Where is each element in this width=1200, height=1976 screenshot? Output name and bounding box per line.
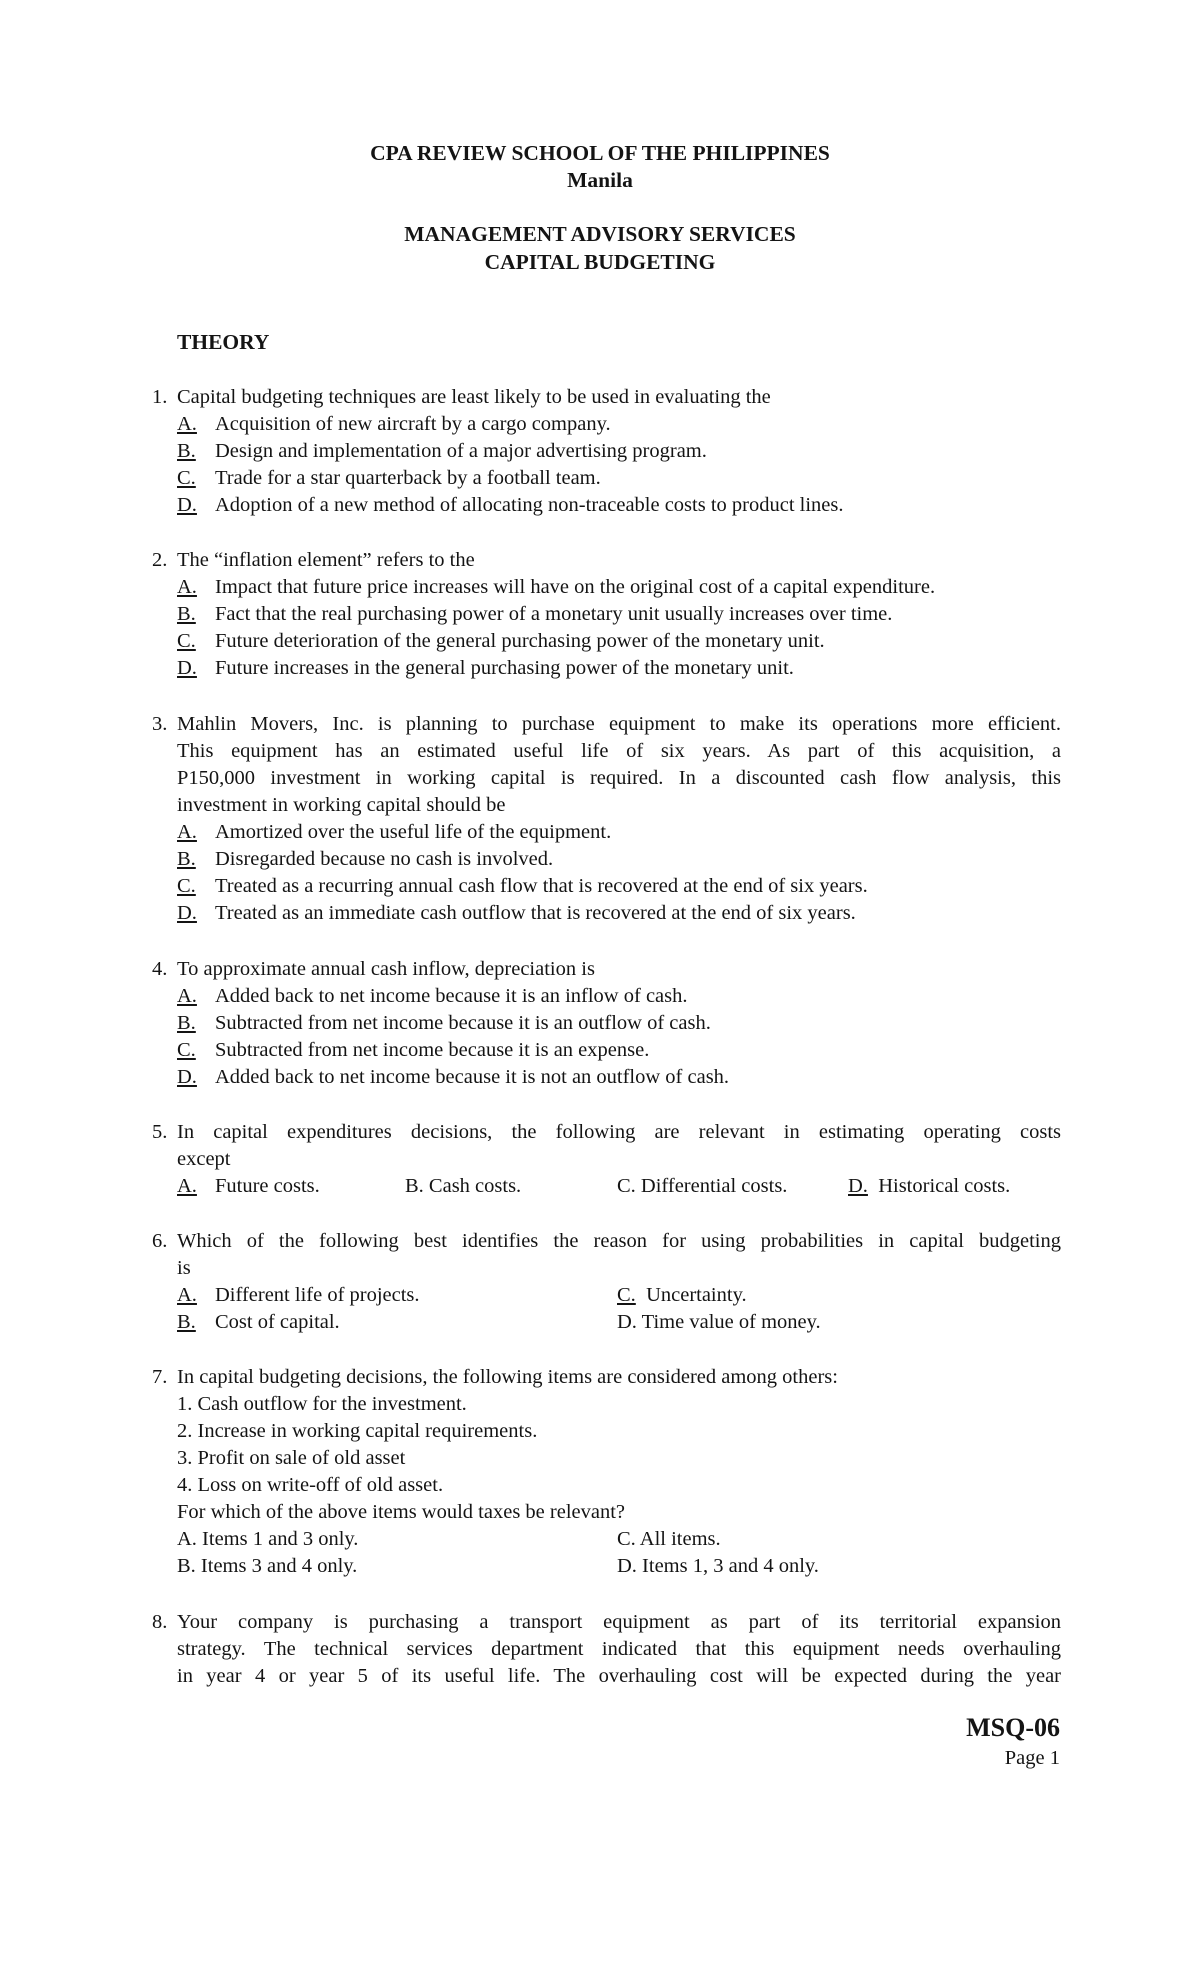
choice-a: A. Items 1 and 3 only. xyxy=(177,1528,359,1550)
choice-b: B. Items 3 and 4 only. xyxy=(177,1555,358,1577)
choice-letter: A. xyxy=(177,1175,197,1197)
choice-b xyxy=(177,1011,711,1035)
choice-text: Different life of projects. xyxy=(215,1284,420,1306)
choice-text: Future increases in the general purchasing power of the monetary unit. xyxy=(215,657,794,679)
choice-a xyxy=(177,1283,420,1307)
choice-letter: C. xyxy=(177,875,196,897)
choice-d xyxy=(848,1174,1010,1198)
choice-letter: B. xyxy=(177,440,196,462)
question-text: To approximate annual cash inflow, depreciation is xyxy=(177,958,595,980)
question-text: Capital budgeting techniques are least likely to be used in evaluating the xyxy=(177,386,771,408)
choice-text: Subtracted from net income because it is an expense. xyxy=(215,1039,650,1061)
choice-d xyxy=(177,1065,729,1089)
choice-text: Treated as a recurring annual cash flow that is recovered at the end of six years. xyxy=(215,875,868,897)
choice-b xyxy=(177,439,707,463)
choice-letter: D. xyxy=(177,902,197,924)
choice-letter: B. xyxy=(177,1012,196,1034)
choice-b xyxy=(177,602,892,626)
choice-a xyxy=(177,575,935,599)
list-item: 4. Loss on write-off of old asset. xyxy=(177,1474,444,1496)
choice-letter: B. xyxy=(177,1311,196,1333)
choice-letter: A. xyxy=(177,985,197,1007)
question-number: 1. xyxy=(152,386,168,408)
question-number: 2. xyxy=(152,549,168,571)
choice-d xyxy=(177,493,844,517)
school-city: Manila xyxy=(567,168,633,192)
choice-c: C. Differential costs. xyxy=(617,1175,788,1197)
choice-c xyxy=(177,874,868,898)
question-prompt: For which of the above items would taxes be relevant? xyxy=(177,1501,626,1523)
choice-text: Added back to net income because it is not an outflow of cash. xyxy=(215,1066,730,1088)
choice-text: Design and implementation of a major advertising program. xyxy=(215,440,707,462)
choice-d xyxy=(177,656,794,680)
choice-c: C. All items. xyxy=(617,1528,721,1550)
choice-letter: C. xyxy=(177,1039,196,1061)
choice-text: Fact that the real purchasing power of a monetary unit usually increases over time. xyxy=(215,603,893,625)
choice-letter: A. xyxy=(177,821,197,843)
choice-d: D. Time value of money. xyxy=(617,1311,821,1333)
question-text-line: investment in working capital should be xyxy=(177,794,506,816)
choice-text: Future costs. xyxy=(215,1175,320,1197)
section-heading: THEORY xyxy=(177,330,270,354)
question-number: 4. xyxy=(152,958,168,980)
choice-letter: C. xyxy=(177,630,196,652)
question-text-line: This equipment has an estimated useful life of six years. As part of this acquisition, a xyxy=(177,740,1061,762)
choice-text: Historical costs. xyxy=(878,1175,1011,1197)
choice-letter: A. xyxy=(177,1284,197,1306)
choice-a xyxy=(177,1174,320,1198)
question-number: 6. xyxy=(152,1230,168,1252)
list-item: 3. Profit on sale of old asset xyxy=(177,1447,406,1469)
document-code: MSQ-06 xyxy=(966,1713,1060,1742)
choice-d: D. Items 1, 3 and 4 only. xyxy=(617,1555,819,1577)
choice-text: Cost of capital. xyxy=(215,1311,340,1333)
choice-letter: C. xyxy=(617,1284,636,1306)
question-number: 5. xyxy=(152,1121,168,1143)
question-number: 3. xyxy=(152,713,168,735)
school-name: CPA REVIEW SCHOOL OF THE PHILIPPINES xyxy=(370,141,830,165)
choice-a xyxy=(177,412,611,436)
choice-a xyxy=(177,984,688,1008)
choice-text: Future deterioration of the general purchasing power of the monetary unit. xyxy=(215,630,825,652)
question-number: 7. xyxy=(152,1366,168,1388)
question-number: 8. xyxy=(152,1611,168,1633)
choice-text: Trade for a star quarterback by a football team. xyxy=(215,467,601,489)
choice-c xyxy=(177,629,825,653)
choice-c xyxy=(177,1038,649,1062)
choice-letter: D. xyxy=(177,494,197,516)
choice-text: Acquisition of new aircraft by a cargo company. xyxy=(215,413,611,435)
choice-d xyxy=(177,901,856,925)
choice-text: Uncertainty. xyxy=(646,1284,747,1306)
list-item: 1. Cash outflow for the investment. xyxy=(177,1393,467,1415)
choice-b xyxy=(177,847,553,871)
question-text-line: Your company is purchasing a transport equipment as part of its territorial expansion xyxy=(177,1611,1061,1633)
choice-text: Adoption of a new method of allocating non-traceable costs to product lines. xyxy=(215,494,844,516)
choice-letter: B. xyxy=(177,848,196,870)
question-text-line: in year 4 or year 5 of its useful life. The overhauling cost will be expected during the year xyxy=(177,1665,1061,1687)
choice-letter: D. xyxy=(177,657,197,679)
choice-text: Added back to net income because it is an inflow of cash. xyxy=(215,985,688,1007)
choice-letter: C. xyxy=(177,467,196,489)
choice-a xyxy=(177,820,611,844)
choice-b xyxy=(177,1310,340,1334)
choice-text: Subtracted from net income because it is an outflow of cash. xyxy=(215,1012,711,1034)
choice-letter: A. xyxy=(177,413,197,435)
choice-c xyxy=(177,466,601,490)
question-text-line: Mahlin Movers, Inc. is planning to purchase equipment to make its operations more efficient. xyxy=(177,713,1061,735)
question-text-line: In capital expenditures decisions, the following are relevant in estimating operating costs xyxy=(177,1121,1061,1143)
choice-letter: D. xyxy=(848,1175,868,1197)
question-text-line: strategy. The technical services department indicated that this equipment needs overhauling xyxy=(177,1638,1061,1660)
choice-letter: B. xyxy=(177,603,196,625)
page-number: Page 1 xyxy=(1004,1747,1060,1769)
choice-letter: A. xyxy=(177,576,197,598)
topic-title: CAPITAL BUDGETING xyxy=(484,250,716,274)
choice-text: Treated as an immediate cash outflow that is recovered at the end of six years. xyxy=(215,902,856,924)
choice-b: B. Cash costs. xyxy=(405,1175,522,1197)
question-text-line: P150,000 investment in working capital is required. In a discounted cash flow analysis, this xyxy=(177,767,1061,789)
question-text: In capital budgeting decisions, the following items are considered among others: xyxy=(177,1366,838,1388)
choice-text: Disregarded because no cash is involved. xyxy=(215,848,554,870)
choice-letter: D. xyxy=(177,1066,197,1088)
choice-text: Amortized over the useful life of the equipment. xyxy=(215,821,612,843)
question-text-line: is xyxy=(177,1257,191,1279)
question-text-line: Which of the following best identifies the reason for using probabilities in capital budgeting xyxy=(177,1230,1061,1252)
list-item: 2. Increase in working capital requirements. xyxy=(177,1420,538,1442)
choice-text: Impact that future price increases will have on the original cost of a capital expenditure. xyxy=(215,576,936,598)
question-text-line: except xyxy=(177,1148,231,1170)
subject-title: MANAGEMENT ADVISORY SERVICES xyxy=(404,222,796,246)
question-text: The “inflation element” refers to the xyxy=(177,549,475,571)
choice-c xyxy=(617,1283,747,1307)
